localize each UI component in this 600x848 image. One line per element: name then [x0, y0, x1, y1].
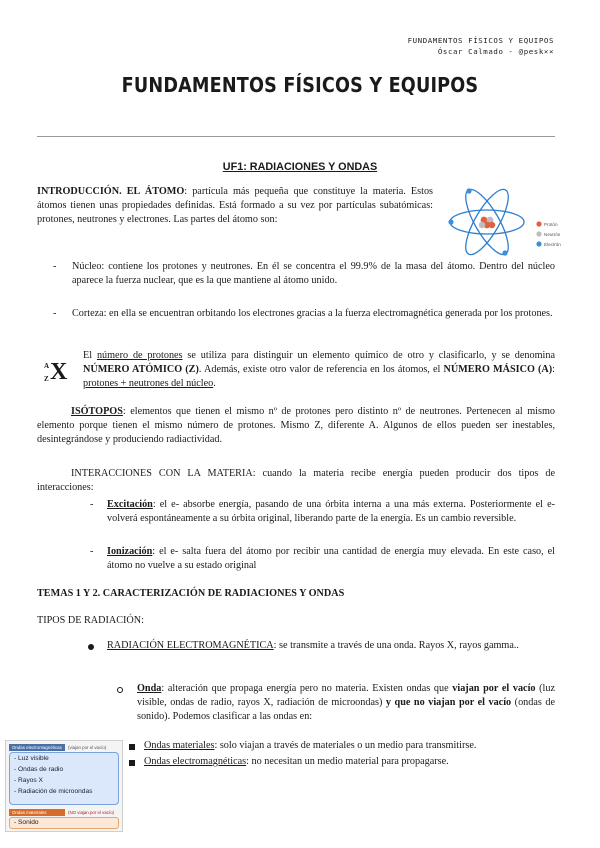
protons-neutrons-term: protones + neutrones del núcleo: [83, 378, 214, 389]
wave-classification-figure: [5, 740, 123, 832]
onda-label: Onda: [137, 683, 162, 694]
atomic-number-term: NÚMERO ATÓMICO (Z): [83, 364, 199, 375]
legend-proton: Protón: [544, 222, 558, 227]
em-tab-note: (viajan por el vacío): [68, 745, 107, 750]
atom-legend: [536, 221, 561, 247]
temas-heading: TEMAS 1 Y 2. CARACTERIZACIÓN DE RADIACIONES Y ONDAS: [37, 588, 345, 599]
onda-paragraph: Onda: alteración que propaga energía pero no materia. Existen ondas que viajan por el vacío (luz visible, ondas de radio, rayos X, radiación de microondas) y que no viajan por el vacío (ondas de sonido). Podemos clasificar a las ondas en:: [137, 683, 555, 722]
isotopes-label: ISÓTOPOS: [71, 406, 123, 417]
interaction-ionization: Ionización: el e- salta fuera del átomo por recibir una cantidad de energía muy elevada. En este caso, el átomo no vuelve a su estado original: [107, 546, 555, 571]
tipos-label: TIPOS DE RADIACIÓN:: [37, 615, 144, 626]
bullet-square: [129, 744, 135, 750]
em-item: - Rayos X: [14, 777, 43, 784]
list-item-cortex: Corteza: en ella se encuentran orbitando los electrones gracias a la fuerza electromagnética generada por los protones.: [72, 308, 553, 319]
atom-nucleus: [479, 217, 495, 229]
interaction-excitation: Excitación: el e- absorbe energía, pasando de una órbita interna a una más externa. Posteriormente el e- volverá espontáneamente a su órbita original, liberando parte de la energía. Es un cambio reversible.: [107, 499, 555, 524]
bullet-ring: [117, 687, 123, 693]
list-dash: -: [53, 261, 57, 272]
mass-number-term: NÚMERO MÁSICO (A): [443, 364, 553, 375]
divider: [37, 136, 555, 137]
mass-number-symbol: A: [44, 362, 50, 370]
atom-electrons: [448, 188, 507, 255]
mat-tab-note: (NO viajan por el vacío): [68, 810, 115, 815]
mat-tab: Ondas materiales: [9, 809, 65, 816]
list-item-nucleus: Núcleo: contiene los protones y neutrones. En él se concentra el 99.9% de la masa del átomo. Dentro del núcleo aparece la fuerza nuclear, que es la que mantiene al átomo unido.: [72, 261, 555, 286]
ionization-label: Ionización: [107, 546, 153, 557]
excitation-label: Excitación: [107, 499, 153, 510]
intro-paragraph: [37, 185, 433, 227]
em-item: - Luz visible: [14, 755, 49, 762]
list-dash: -: [90, 546, 94, 557]
interactions-paragraph: INTERACCIONES CON LA MATERIA: cuando la materia recibe energía pueden producir dos tipos de interacciones:: [37, 468, 555, 493]
protons-term: número de protones: [96, 350, 183, 361]
page-title: FUNDAMENTOS FÍSICOS Y EQUIPOS: [121, 73, 479, 97]
element-symbol: X: [50, 359, 68, 385]
em-tab: Ondas electromagnéticas: [9, 744, 65, 751]
em-tab-row: [9, 744, 109, 751]
isotopes-paragraph: [37, 405, 555, 447]
rad-em-paragraph: RADIACIÓN ELECTROMAGNÉTICA: se transmite a través de una onda. Rayos X, rayos gamma..: [107, 640, 519, 651]
atom-illustration: [447, 184, 569, 262]
header-author: Óscar Calmado - @pesk××: [437, 47, 554, 56]
legend-neutron: Neutrón: [544, 232, 561, 237]
header-course: FUNDAMENTOS FÍSICOS Y EQUIPOS: [407, 36, 554, 45]
em-item: - Ondas de radio: [14, 766, 64, 773]
intro-label: INTRODUCCIÓN. EL ÁTOMO: [37, 186, 185, 197]
list-dash: -: [53, 308, 57, 319]
em-waves-box: [9, 752, 119, 805]
protons-paragraph: El número de protones se utiliza para distinguir un elemento químico de otro y clasificarlo, y se denomina NÚMERO ATÓMICO (Z). Además, existe otro valor de referencia en los átomos, el NÚMERO MÁSICO (A): protones + neutrones del núcleo.: [83, 350, 556, 389]
mat-item: - Sonido: [14, 819, 39, 826]
onda-type-em: Ondas electromagnéticas: no necesitan un medio material para propagarse.: [144, 756, 449, 767]
atomic-number-symbol: Z: [44, 375, 49, 383]
list-dash: -: [90, 499, 94, 510]
page-header: [408, 35, 554, 57]
isotopes-text: : elementos que tienen el mismo nº de protones pero distinto nº de neutrones. Pertenecen al mismo elemento porque tienen el mismo número de protones. Mismo Z, diferente A. Algunos de ellos pueden ser inestables, desintegrándose y produciendo radiactividad.: [37, 406, 555, 445]
uf1-heading: UF1: RADIACIONES Y ONDAS: [222, 161, 378, 173]
bullet-square: [129, 760, 135, 766]
mat-waves-box: [9, 817, 119, 829]
intro-text: : partícula más pequeña que constituye la materia. Estos átomos tienen unas propiedades definidas. Está formado a su vez por partículas subatómicas: protones, neutrones y electrones. Las partes del átomo son:: [37, 186, 433, 225]
onda-type-material: Ondas materiales: solo viajan a través de materiales o un medio para transmitirse.: [144, 740, 477, 751]
rad-em-label: RADIACIÓN ELECTROMAGNÉTICA: [107, 640, 274, 651]
bullet-dot: [88, 644, 94, 650]
em-item: - Radiación de microondas: [14, 788, 93, 795]
mat-tab-row: [9, 809, 117, 816]
legend-electron: Electrón: [544, 242, 561, 247]
